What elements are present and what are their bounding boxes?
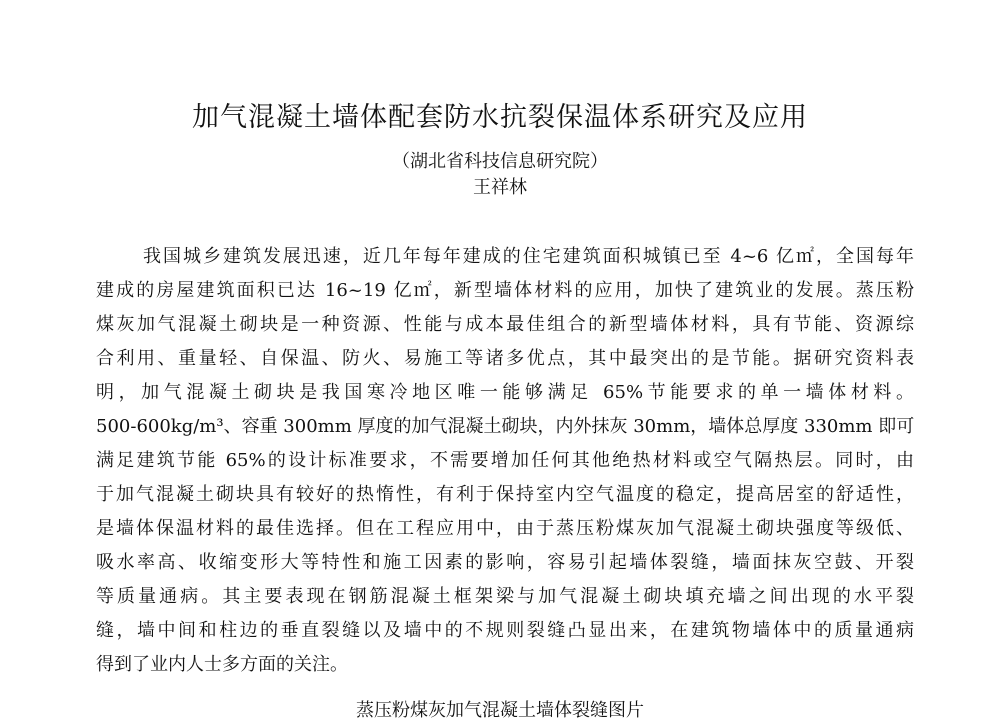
body-line: 于加气混凝土砌块具有较好的热惰性，有利于保持室内空气温度的稳定，提高居室的舒适性， <box>96 484 914 505</box>
body-line: 合利用、重量轻、自保温、防火、易施工等诸多优点，其中最突出的是节能。据研究资料表 <box>96 348 914 369</box>
author-affiliation: （湖北省科技信息研究院） <box>392 151 608 172</box>
body-line: 缝，墙中间和柱边的垂直裂缝以及墙中的不规则裂缝凸显出来，在建筑物墙体中的质量通病 <box>96 620 914 641</box>
body-line: 满足建筑节能 65%的设计标准要求，不需要增加任何其他绝热材料或空气隔热层。同时，由 <box>96 450 914 471</box>
body-line: 煤灰加气混凝土砌块是一种资源、性能与成本最佳组合的新型墙体材料，具有节能、资源综 <box>96 314 914 335</box>
body-paragraph <box>96 240 914 682</box>
body-line: 建成的房屋建筑面积已达 16~19 亿㎡，新型墙体材料的应用，加快了建筑业的发展。蒸压粉 <box>96 280 914 301</box>
author-name: 王祥林 <box>473 177 527 198</box>
body-line: 是墙体保温材料的最佳选择。但在工程应用中，由于蒸压粉煤灰加气混凝土砌块强度等级低、 <box>96 518 914 539</box>
body-line: 500-600kg/m³、容重 300mm 厚度的加气混凝土砌块，内外抹灰 30mm，墙体总厚度 330mm 即可 <box>96 416 914 437</box>
body-line: 明，加气混凝土砌块是我国寒冷地区唯一能够满足 65%节能要求的单一墙体材料。 <box>96 382 914 403</box>
body-line: 吸水率高、收缩变形大等特性和施工因素的影响，容易引起墙体裂缝，墙面抹灰空鼓、开裂 <box>96 552 914 573</box>
body-line: 得到了业内人士多方面的关注。 <box>96 654 348 675</box>
body-line: 我国城乡建筑发展迅速，近几年每年建成的住宅建筑面积城镇已至 4~6 亿㎡，全国每年 <box>143 246 914 267</box>
figure-caption: 蒸压粉煤灰加气混凝土墙体裂缝图片 <box>356 700 644 721</box>
paper-title: 加气混凝土墙体配套防水抗裂保温体系研究及应用 <box>192 102 808 133</box>
body-line: 等质量通病。其主要表现在钢筋混凝土框架梁与加气混凝土砌块填充墙之间出现的水平裂 <box>96 586 914 607</box>
